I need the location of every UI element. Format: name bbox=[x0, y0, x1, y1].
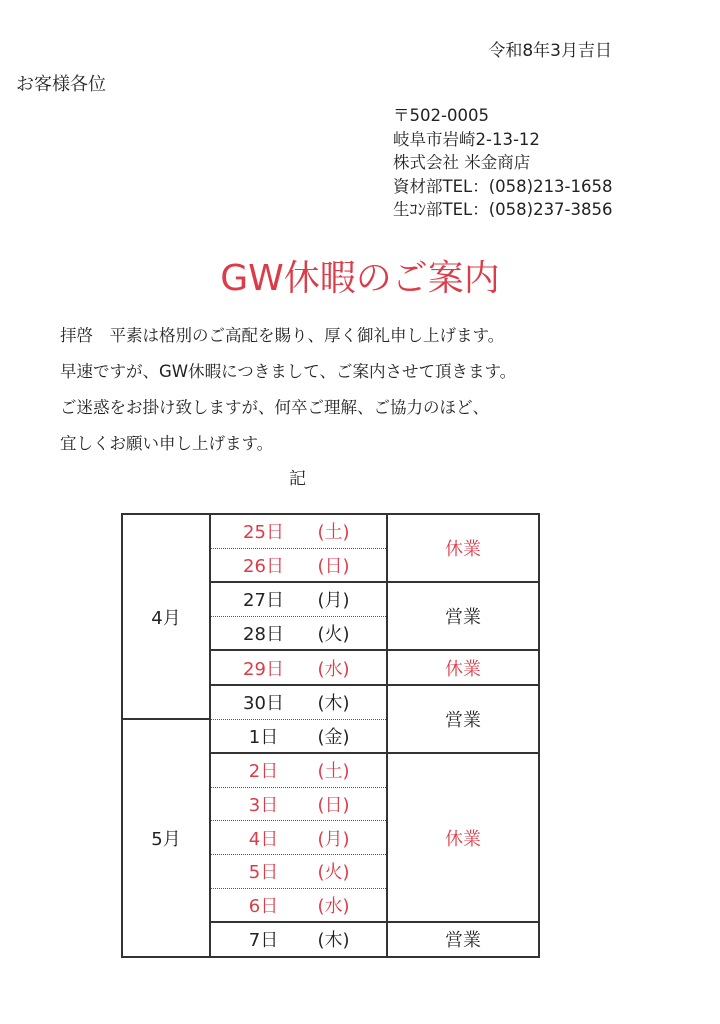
body-line: ご迷惑をお掛け致しますが、何卒ご理解、ご協力のほど、 bbox=[60, 398, 489, 417]
day-cell bbox=[210, 548, 387, 582]
day-weekday: (日) bbox=[317, 555, 350, 577]
day-weekday: (水) bbox=[317, 895, 350, 917]
day-weekday: (水) bbox=[317, 658, 350, 680]
sender-tel-materials: 資材部TEL：(058)213-1658 bbox=[393, 176, 613, 196]
body-line: 早速ですが、GW休暇につきまして、ご案内させて頂きます。 bbox=[60, 362, 517, 381]
day-weekday: (木) bbox=[317, 693, 350, 715]
day-cell bbox=[210, 685, 387, 719]
day-cell bbox=[210, 854, 387, 888]
day-cell bbox=[210, 616, 387, 650]
body-line: 拝啓 平素は格別のご高配を賜り、厚く御礼申し上げます。 bbox=[60, 326, 505, 345]
month-may: 5月 bbox=[122, 719, 210, 957]
day-number: 27日 bbox=[243, 590, 284, 612]
day-weekday: (金) bbox=[317, 726, 350, 748]
day-weekday: (火) bbox=[317, 624, 350, 646]
day-number: 28日 bbox=[243, 624, 284, 646]
day-number: 30日 bbox=[243, 693, 284, 715]
day-number: 25日 bbox=[243, 522, 284, 544]
document-date: 令和8年3月吉日 bbox=[488, 41, 612, 61]
day-weekday: (月) bbox=[317, 828, 350, 850]
day-cell bbox=[210, 650, 387, 685]
status-closed: 休業 bbox=[387, 753, 539, 922]
day-number: 1日 bbox=[248, 726, 279, 748]
day-weekday: (日) bbox=[317, 795, 350, 817]
status-closed: 休業 bbox=[387, 514, 539, 582]
month-april: 4月 bbox=[122, 514, 210, 719]
day-cell bbox=[210, 719, 387, 753]
day-number: 2日 bbox=[248, 761, 279, 783]
day-number: 5日 bbox=[248, 862, 279, 884]
day-cell bbox=[210, 821, 387, 855]
sender-tel-concrete: 生ｺﾝ部TEL：(058)237-3856 bbox=[393, 200, 613, 220]
day-cell bbox=[210, 888, 387, 922]
page-title: GW休暇のご案内 bbox=[220, 258, 500, 299]
body-text bbox=[60, 318, 516, 462]
day-number: 3日 bbox=[248, 795, 279, 817]
ki-heading: 記 bbox=[289, 469, 306, 489]
day-cell bbox=[210, 787, 387, 821]
table-row bbox=[122, 514, 539, 548]
status-closed: 休業 bbox=[387, 650, 539, 685]
holiday-schedule-table bbox=[121, 513, 540, 958]
day-number: 26日 bbox=[243, 555, 284, 577]
day-cell bbox=[210, 753, 387, 787]
day-cell bbox=[210, 582, 387, 616]
day-number: 7日 bbox=[248, 930, 279, 952]
day-weekday: (木) bbox=[317, 930, 350, 952]
day-weekday: (月) bbox=[317, 590, 350, 612]
recipient: お客様各位 bbox=[16, 74, 106, 95]
status-open: 営業 bbox=[387, 582, 539, 650]
sender-postal: 〒502-0005 bbox=[393, 106, 489, 125]
sender-block bbox=[393, 104, 613, 222]
day-weekday: (土) bbox=[317, 761, 350, 783]
status-open: 営業 bbox=[387, 685, 539, 753]
sender-address: 岐阜市岩崎2-13-12 bbox=[393, 129, 540, 149]
body-line: 宜しくお願い申し上げます。 bbox=[60, 434, 274, 453]
day-weekday: (火) bbox=[317, 862, 350, 884]
day-number: 29日 bbox=[243, 658, 284, 680]
status-open: 営業 bbox=[387, 922, 539, 957]
day-weekday: (土) bbox=[317, 522, 350, 544]
sender-company: 株式会社 米金商店 bbox=[393, 153, 531, 173]
day-cell bbox=[210, 514, 387, 548]
day-number: 4日 bbox=[248, 828, 279, 850]
day-number: 6日 bbox=[248, 895, 279, 917]
day-cell bbox=[210, 922, 387, 957]
